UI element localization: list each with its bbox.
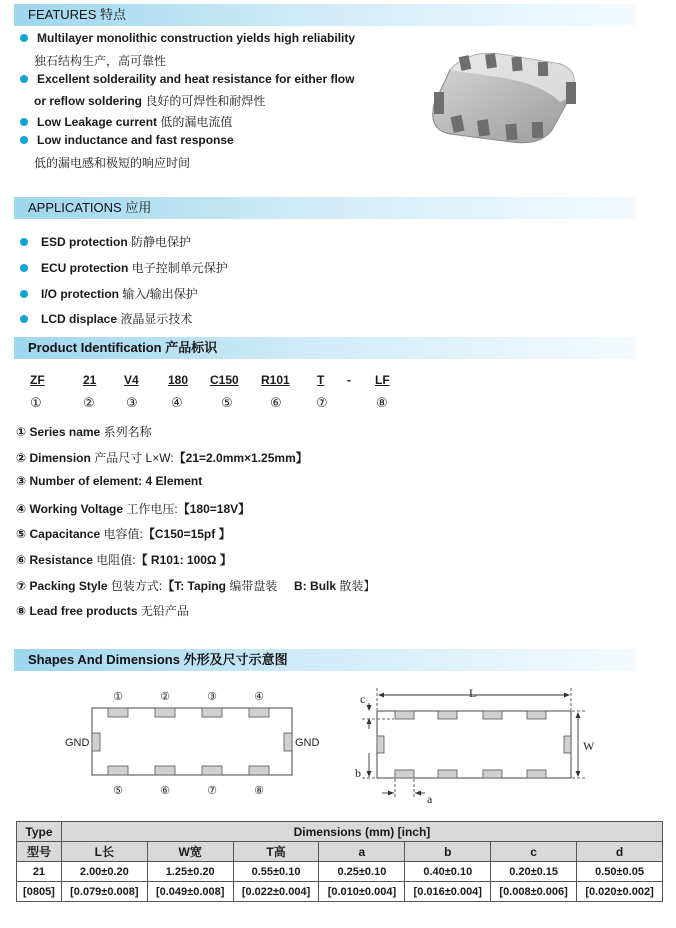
pin-number: ⑦ [207, 785, 217, 797]
dim-label-b: b [355, 766, 361, 780]
pad [527, 711, 546, 719]
bullet-icon [20, 264, 28, 272]
column-header: T高 [233, 842, 319, 862]
column-header: W宽 [147, 842, 233, 862]
inch-value: [0.020±0.002] [577, 882, 663, 902]
spec-packing: ⑦ Packing Style 包装方式:【T: Taping 编带盘装 B: Bulk 散装】 [16, 579, 376, 593]
inch-value: [0.008±0.006] [491, 882, 577, 902]
pid-code: R101 [261, 373, 290, 387]
mm-value: 0.40±0.10 [405, 862, 491, 882]
applications-header: APPLICATIONS 应用 [14, 197, 636, 219]
spec-dimension: ② Dimension 产品尺寸 L×W:【21=2.0mm×1.25mm】 [16, 451, 308, 465]
mm-value: 0.55±0.10 [233, 862, 319, 882]
pad [108, 708, 128, 717]
inch-value: [0.022±0.004] [233, 882, 319, 902]
table-row [17, 882, 663, 902]
pid-number: ④ [171, 395, 183, 410]
bullet-icon [20, 315, 28, 323]
dim-label-W: W [583, 739, 595, 753]
gnd-label: GND [295, 737, 320, 749]
pad [527, 770, 546, 778]
feature-item: Low inductance and fast response [20, 133, 234, 147]
bullet-icon [20, 34, 28, 42]
bullet-icon [20, 136, 28, 144]
type-value: 21 [17, 862, 62, 882]
column-header: d [577, 842, 663, 862]
pid-number: ⑤ [221, 395, 233, 410]
table-row [17, 862, 663, 882]
mm-value: 0.50±0.05 [577, 862, 663, 882]
feature-item-cn: 独石结构生产，高可靠性 [34, 54, 167, 68]
pid-code: ZF [30, 373, 45, 387]
column-header: c [491, 842, 577, 862]
feature-item-cont: or reflow soldering 良好的可焊性和耐焊性 [34, 94, 266, 108]
product-id-header: Product Identification 产品标识 [14, 337, 636, 359]
pad [483, 770, 502, 778]
dim-label-c: c [360, 692, 366, 706]
spec-resistance: ⑥ Resistance 电阻值:【 R101: 100Ω 】 [16, 553, 232, 567]
pid-number: ① [30, 395, 42, 410]
feature-item: Excellent solderaility and heat resistance for either flow [20, 72, 354, 86]
chip-outline [92, 708, 292, 775]
gnd-pad [564, 736, 571, 753]
gnd-label: GND [65, 737, 90, 749]
pid-number: ② [83, 395, 95, 410]
spec-series: ① Series name 系列名称 [16, 425, 152, 439]
feature-item-cn: 低的漏电感和极短的响应时间 [34, 156, 191, 170]
pin-number: ③ [207, 691, 217, 703]
spec-elements: ③ Number of element: 4 Element [16, 474, 203, 488]
pin-number: ⑥ [160, 785, 170, 797]
pad [438, 770, 457, 778]
pin-number: ① [113, 691, 123, 703]
column-header: L长 [61, 842, 147, 862]
type-header-cn: 型号 [17, 842, 62, 862]
application-item: LCD displace 液晶显示技术 [20, 310, 192, 327]
pid-code: V4 [124, 373, 139, 387]
dimensions-header: Dimensions (mm) [inch] [61, 822, 662, 842]
type-header: Type [17, 822, 62, 842]
feature-item: Low Leakage current 低的漏电流值 [20, 113, 232, 130]
dimensions-table [16, 821, 663, 902]
mm-value: 1.25±0.20 [147, 862, 233, 882]
chip-component-image [420, 42, 590, 152]
spec-leadfree: ⑧ Lead free products 无铅产品 [16, 604, 189, 618]
pad [395, 770, 414, 778]
chip-outline [377, 711, 571, 778]
gnd-pad [377, 736, 384, 753]
pid-number: ③ [126, 395, 138, 410]
column-header: a [319, 842, 405, 862]
feature-item: Multilayer monolithic construction yields high reliability [20, 31, 355, 45]
gnd-pad [284, 733, 292, 751]
pad [108, 766, 128, 775]
dim-label-L: L [469, 686, 477, 700]
pid-code: 180 [168, 373, 189, 387]
inch-value: [0.049±0.008] [147, 882, 233, 902]
bullet-icon [20, 118, 28, 126]
pin-number: ⑧ [254, 785, 264, 797]
pin-number: ④ [254, 691, 264, 703]
pin-number: ② [160, 691, 170, 703]
pad [155, 708, 175, 717]
pad [202, 708, 222, 717]
pid-number: ⑦ [316, 395, 328, 410]
dim-label-a: a [427, 792, 433, 806]
application-item: ESD protection 防静电保护 [20, 233, 191, 250]
pad [249, 708, 269, 717]
pid-number: ⑧ [376, 395, 388, 410]
spec-capacitance: ⑤ Capacitance 电容值:【C150=15pf 】 [16, 527, 231, 541]
shapes-header: Shapes And Dimensions 外形及尺寸示意图 [14, 649, 636, 671]
bullet-icon [20, 75, 28, 83]
dimension-diagram [352, 683, 612, 808]
pad [249, 766, 269, 775]
pad [155, 766, 175, 775]
pin-number: ⑤ [113, 785, 123, 797]
pid-code: C150 [210, 373, 239, 387]
type-inch: [0805] [17, 882, 62, 902]
pid-separator: - [347, 373, 351, 387]
inch-value: [0.010±0.004] [319, 882, 405, 902]
mm-value: 0.20±0.15 [491, 862, 577, 882]
pad [483, 711, 502, 719]
pad [202, 766, 222, 775]
inch-value: [0.079±0.008] [61, 882, 147, 902]
pid-code: T [317, 373, 325, 387]
pin-layout-diagram [62, 686, 332, 798]
mm-value: 0.25±0.10 [319, 862, 405, 882]
gnd-pad [92, 733, 100, 751]
pid-code: LF [375, 373, 390, 387]
spec-voltage: ④ Working Voltage 工作电压:【180=18V】 [16, 502, 251, 516]
features-header: FEATURES 特点 [14, 4, 636, 26]
column-header: b [405, 842, 491, 862]
mm-value: 2.00±0.20 [61, 862, 147, 882]
pid-number: ⑥ [270, 395, 282, 410]
application-item: I/O protection 输入/输出保护 [20, 285, 198, 302]
pad [395, 711, 414, 719]
application-item: ECU protection 电子控制单元保护 [20, 259, 228, 276]
pad [438, 711, 457, 719]
bullet-icon [20, 290, 28, 298]
pid-code: 21 [83, 373, 97, 387]
inch-value: [0.016±0.004] [405, 882, 491, 902]
bullet-icon [20, 238, 28, 246]
